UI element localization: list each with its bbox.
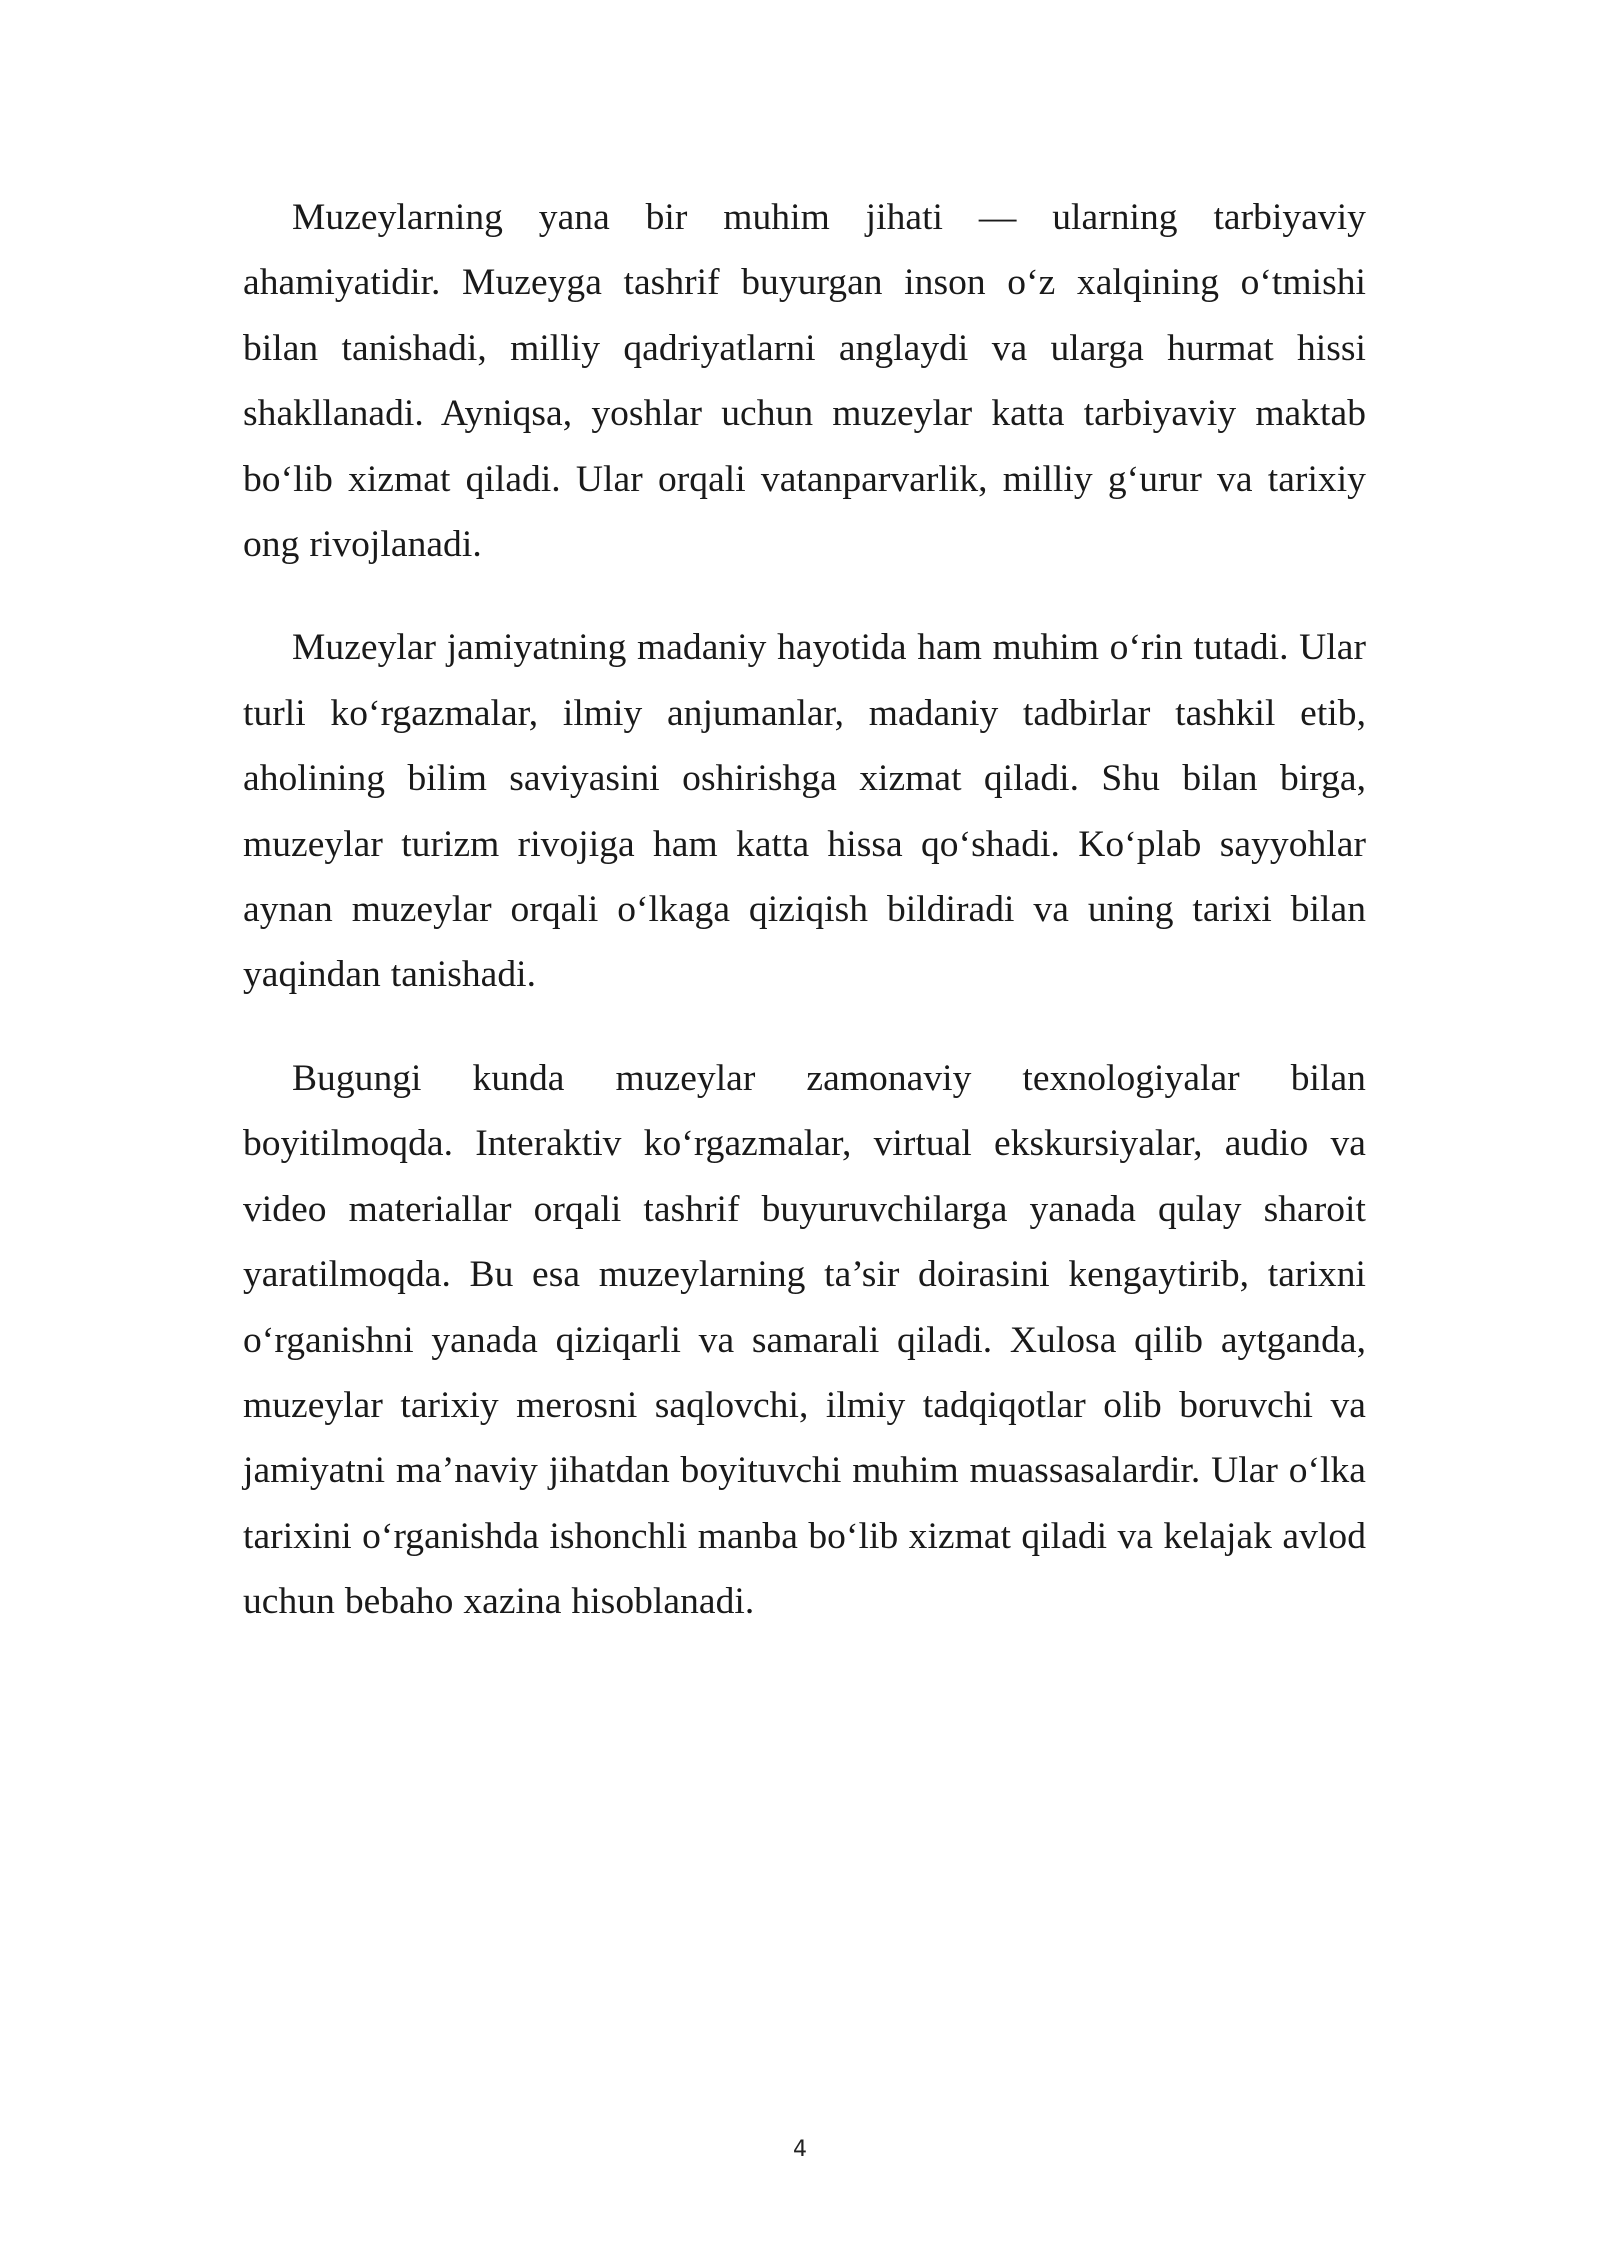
- paragraph-modern-technology: Bugungi kunda muzeylar zamonaviy texnologiyalar bilan boyitilmoqda. Interaktiv ko‘rgazmalar, virtual ekskursiyalar, audio va video materiallar orqali tashrif buyuruvchilarga yanada qulay sharoit yaratilmoqda. Bu esa muzeylarning ta’sir doirasini kengaytirib, tarixni o‘rganishni yanada qiziqarli va samarali qiladi. Xulosa qilib aytganda, muzeylar tarixiy merosni saqlovchi, ilmiy tadqiqotlar olib boruvchi va jamiyatni ma’naviy jihatdan boyituvchi muhim muassasalardir. Ular o‘lka tarixini o‘rganishda ishonchli manba bo‘lib xizmat qiladi va kelajak avlod uchun bebaho xazina hisoblanadi.: [243, 1057, 1366, 1623]
- document-body: [243, 185, 1366, 1673]
- paragraph-cultural-role: Muzeylar jamiyatning madaniy hayotida ham muhim o‘rin tutadi. Ular turli ko‘rgazmalar, ilmiy anjumanlar, madaniy tadbirlar tashkil etib, aholining bilim saviyasini oshirishga xizmat qiladi. Shu bilan birga, muzeylar turizm rivojiga ham katta hissa qo‘shadi. Ko‘plab sayyohlar aynan muzeylar orqali o‘lkaga qiziqish bildiradi va uning tarixi bilan yaqindan tanishadi.: [243, 627, 1366, 996]
- paragraph-educational-significance: Muzeylarning yana bir muhim jihati — ularning tarbiyaviy ahamiyatidir. Muzeyga tashrif buyurgan inson o‘z xalqining o‘tmishi bilan tanishadi, milliy qadriyatlarni anglaydi va ularga hurmat hissi shakllanadi. Ayniqsa, yoshlar uchun muzeylar katta tarbiyaviy maktab bo‘lib xizmat qiladi. Ular orqali vatanparvarlik, milliy g‘urur va tarixiy ong rivojlanadi.: [243, 197, 1366, 566]
- page-number: 4: [793, 2137, 807, 2162]
